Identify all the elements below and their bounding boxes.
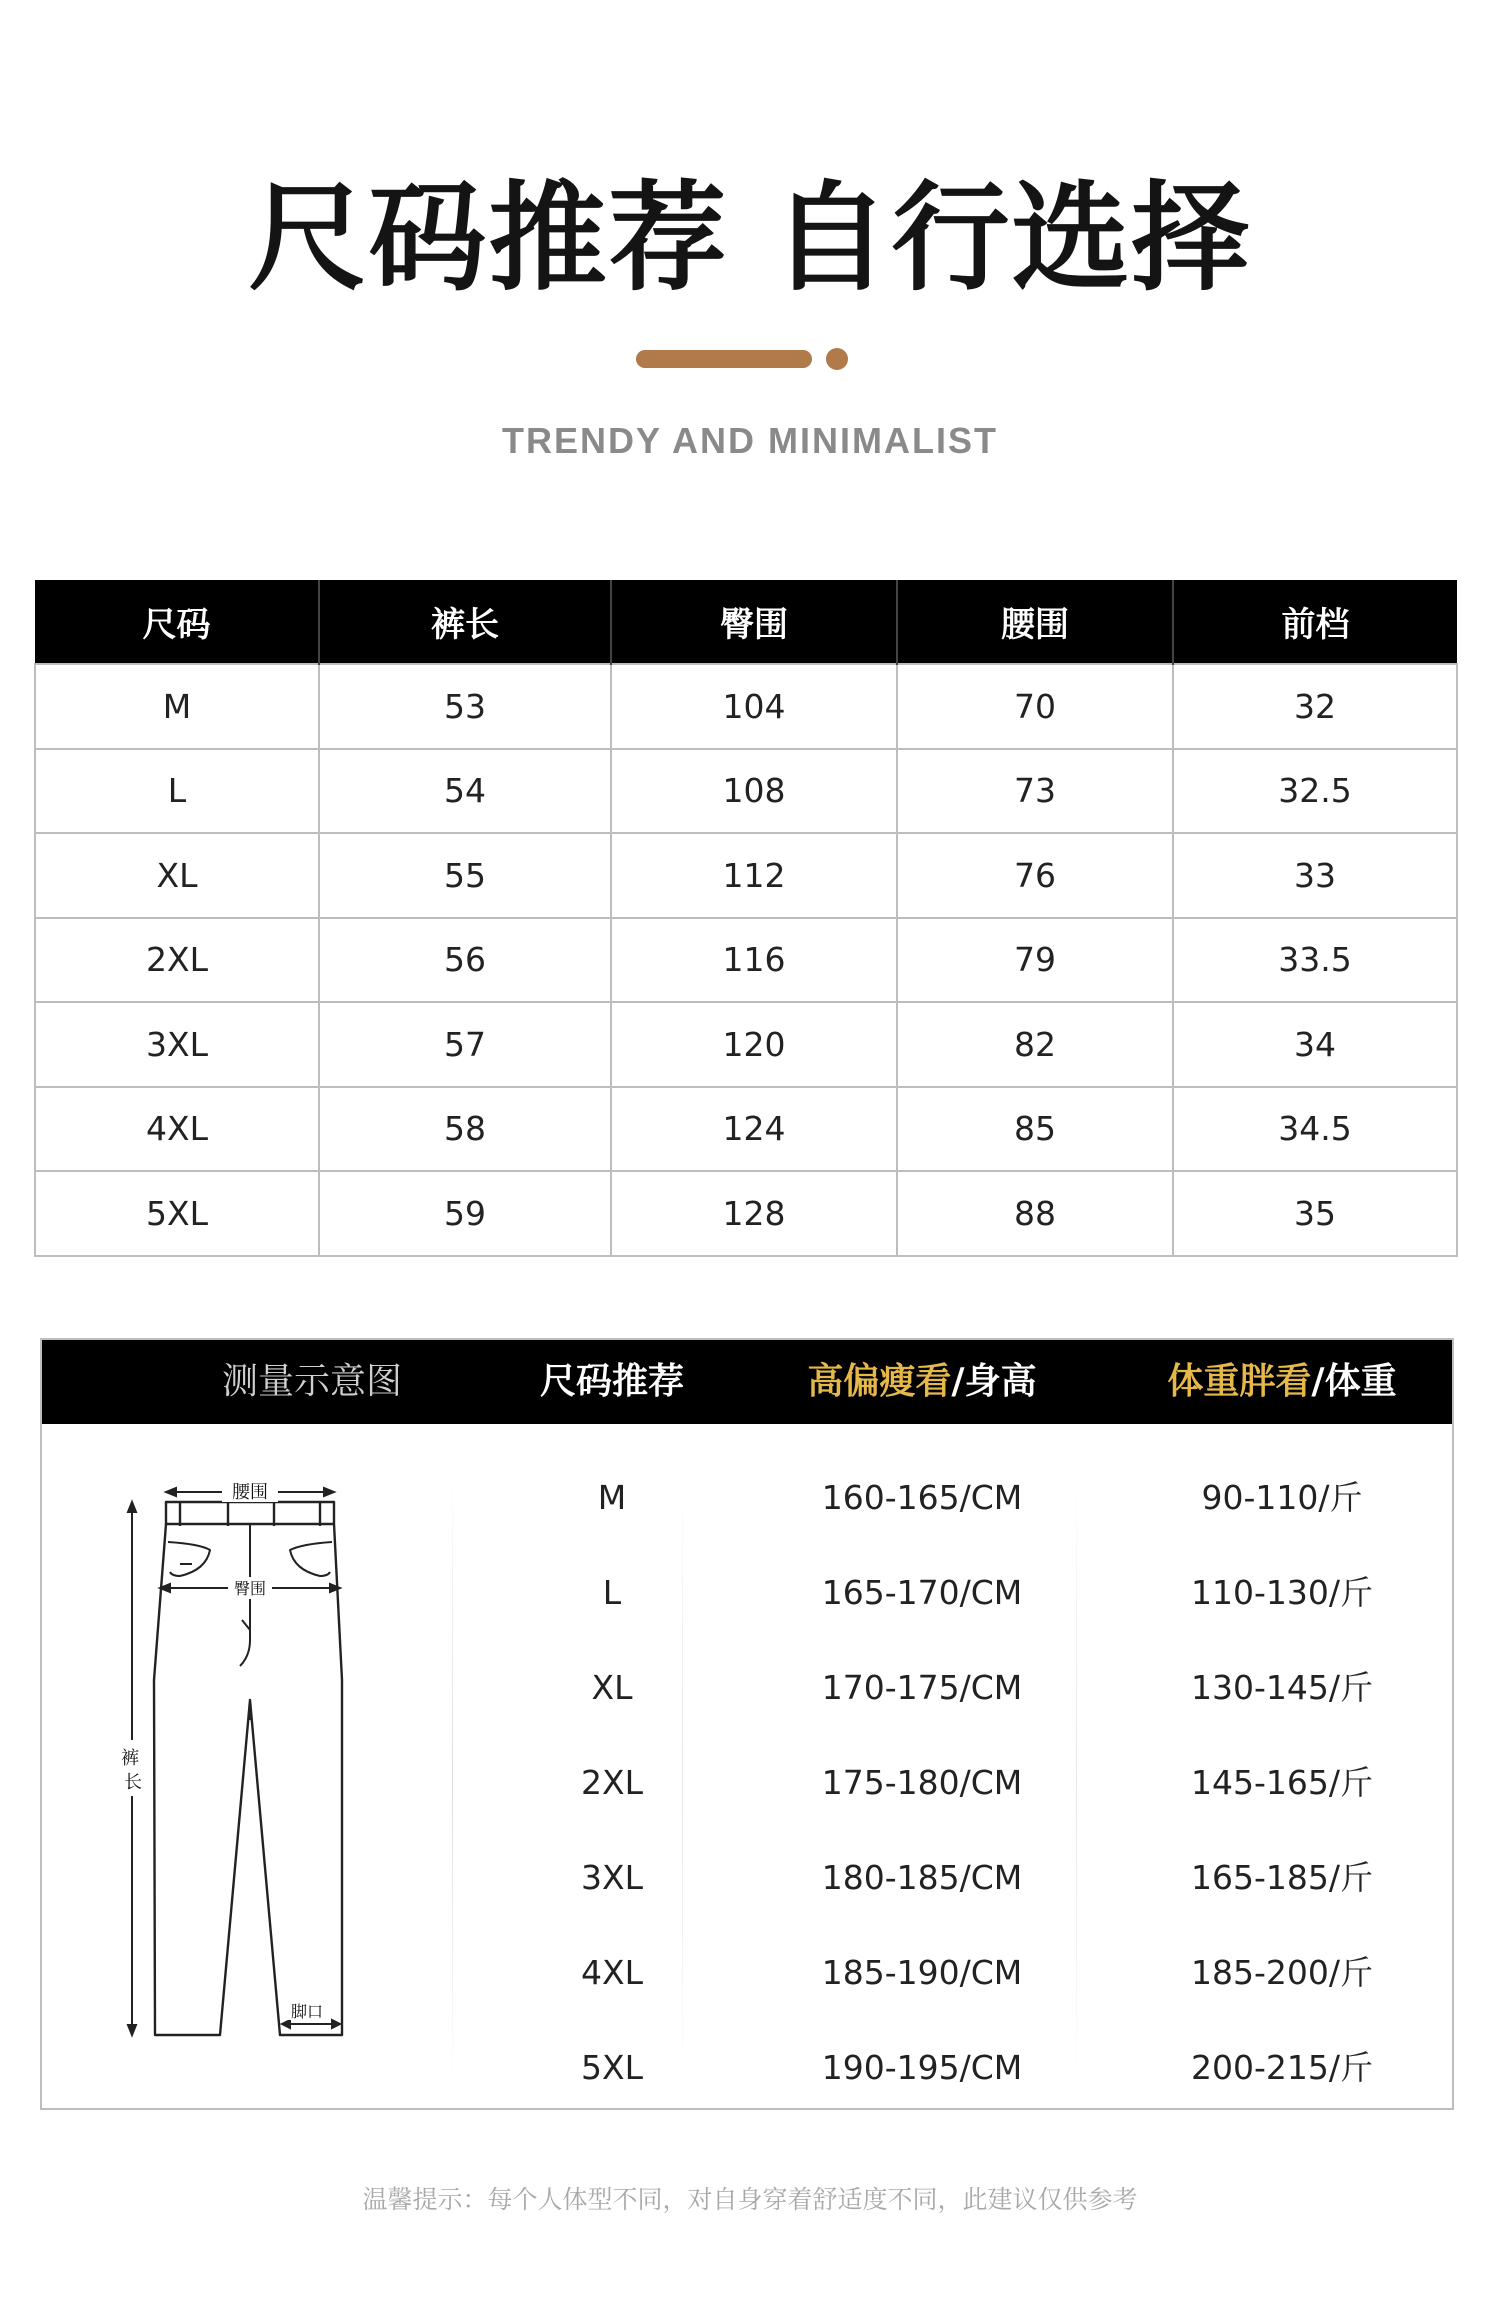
waist-label: 腰围 xyxy=(232,1482,268,1503)
title-accent-dot xyxy=(826,348,848,370)
table-row xyxy=(35,749,1457,834)
size-value: 4XL xyxy=(581,1953,643,1992)
column-header: 臀围 xyxy=(611,580,897,664)
weight-value: 145-165/斤 xyxy=(1191,1763,1373,1802)
table-cell: 3XL xyxy=(35,1002,319,1087)
height-header xyxy=(722,1340,1122,1424)
table-cell: 35 xyxy=(1173,1171,1457,1256)
height-value: 180-185/CM xyxy=(821,1858,1023,1897)
pants-measurement-diagram xyxy=(80,1480,380,2040)
size-value: L xyxy=(602,1573,622,1612)
height-value: 170-175/CM xyxy=(821,1668,1023,1707)
table-cell: L xyxy=(35,749,319,834)
height-value: 165-170/CM xyxy=(821,1573,1023,1612)
table-row xyxy=(35,1002,1457,1087)
hem-label: 脚口 xyxy=(290,2002,324,2021)
weight-value: 185-200/斤 xyxy=(1191,1953,1373,1992)
table-cell: 120 xyxy=(611,1002,897,1087)
table-cell: 33.5 xyxy=(1173,918,1457,1003)
table-cell: 54 xyxy=(319,749,611,834)
size-value: 2XL xyxy=(581,1763,643,1802)
page-subtitle: TRENDY AND MINIMALIST xyxy=(502,420,998,461)
page-title: 尺码推荐 自行选择 xyxy=(248,169,1252,307)
table-cell: 4XL xyxy=(35,1087,319,1172)
table-cell: 104 xyxy=(611,664,897,749)
table-row xyxy=(35,664,1457,749)
table-cell: 32.5 xyxy=(1173,749,1457,834)
length-label-char-2: 长 xyxy=(124,1772,142,1793)
size-value: XL xyxy=(591,1668,633,1707)
length-label-char-1: 裤 xyxy=(121,1748,140,1769)
pants-outline xyxy=(154,1524,342,2035)
table-cell: 32 xyxy=(1173,664,1457,749)
table-cell: 58 xyxy=(319,1087,611,1172)
height-header-label: /身高 xyxy=(951,1361,1037,1402)
table-cell: 70 xyxy=(897,664,1173,749)
table-cell: 76 xyxy=(897,833,1173,918)
column-header: 裤长 xyxy=(319,580,611,664)
table-cell: 73 xyxy=(897,749,1173,834)
table-cell: 116 xyxy=(611,918,897,1003)
column-header: 前档 xyxy=(1173,580,1457,664)
title-accent-bar xyxy=(636,350,812,368)
table-cell: 2XL xyxy=(35,918,319,1003)
table-cell: 33 xyxy=(1173,833,1457,918)
weight-header xyxy=(1082,1340,1482,1424)
column-header: 尺码 xyxy=(35,580,319,664)
table-cell: 85 xyxy=(897,1087,1173,1172)
table-cell: 53 xyxy=(319,664,611,749)
table-cell: 108 xyxy=(611,749,897,834)
table-cell: 55 xyxy=(319,833,611,918)
table-cell: 79 xyxy=(897,918,1173,1003)
table-cell: 34.5 xyxy=(1173,1087,1457,1172)
table-cell: M xyxy=(35,664,319,749)
height-value: 190-195/CM xyxy=(821,2048,1023,2087)
size-header: 尺码推荐 xyxy=(539,1361,684,1402)
footnote: 温馨提示：每个人体型不同，对自身穿着舒适度不同，此建议仅供参考 xyxy=(362,2185,1138,2214)
waistband-outline xyxy=(166,1502,334,1524)
size-value: M xyxy=(597,1478,627,1517)
table-cell: 124 xyxy=(611,1087,897,1172)
table-cell: 59 xyxy=(319,1171,611,1256)
table-row xyxy=(35,833,1457,918)
height-header-highlight: 高偏瘦看 xyxy=(807,1361,952,1402)
weight-header-highlight: 体重胖看 xyxy=(1167,1361,1312,1402)
size-value: 5XL xyxy=(581,2048,643,2087)
height-value: 160-165/CM xyxy=(821,1478,1023,1517)
weight-value: 165-185/斤 xyxy=(1191,1858,1373,1897)
weight-value: 130-145/斤 xyxy=(1191,1668,1373,1707)
hip-label: 臀围 xyxy=(233,1579,267,1598)
table-cell: XL xyxy=(35,833,319,918)
height-value: 185-190/CM xyxy=(821,1953,1023,1992)
size-table-header xyxy=(35,580,1457,664)
size-table xyxy=(34,580,1458,1257)
weight-value: 110-130/斤 xyxy=(1191,1573,1373,1612)
height-value: 175-180/CM xyxy=(821,1763,1023,1802)
size-table-body xyxy=(35,664,1457,1256)
table-cell: 82 xyxy=(897,1002,1173,1087)
weight-value: 90-110/斤 xyxy=(1201,1478,1363,1517)
table-cell: 56 xyxy=(319,918,611,1003)
recommendation-header xyxy=(42,1340,1452,1424)
table-cell: 57 xyxy=(319,1002,611,1087)
table-cell: 112 xyxy=(611,833,897,918)
size-value: 3XL xyxy=(581,1858,643,1897)
table-row xyxy=(35,1087,1457,1172)
table-cell: 88 xyxy=(897,1171,1173,1256)
table-row xyxy=(35,1171,1457,1256)
table-row xyxy=(35,918,1457,1003)
table-cell: 5XL xyxy=(35,1171,319,1256)
diagram-header: 测量示意图 xyxy=(221,1361,402,1402)
column-header: 腰围 xyxy=(897,580,1173,664)
table-cell: 34 xyxy=(1173,1002,1457,1087)
table-cell: 128 xyxy=(611,1171,897,1256)
weight-value: 200-215/斤 xyxy=(1191,2048,1373,2087)
weight-header-label: /体重 xyxy=(1311,1361,1397,1402)
